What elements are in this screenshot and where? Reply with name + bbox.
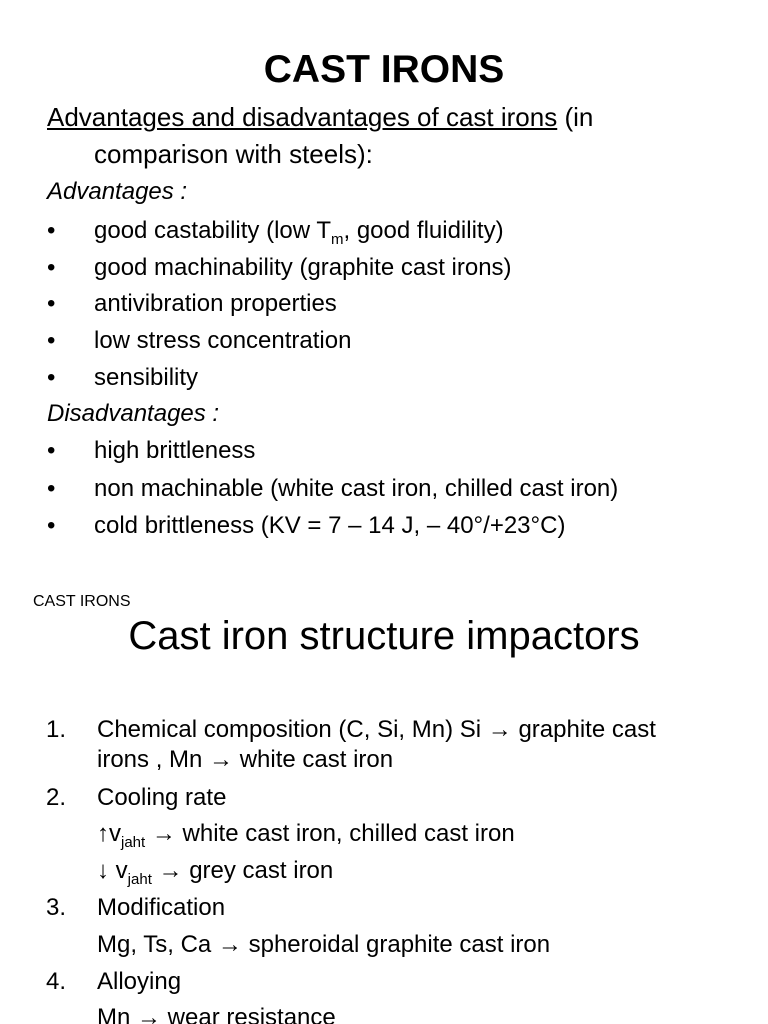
disadvantage-item-nonmachinable: non machinable (white cast iron, chilled cast iron) xyxy=(94,475,619,502)
intro-underlined-text: Advantages and disadvantages of cast irons xyxy=(47,102,558,132)
cooling-rate-high xyxy=(97,820,515,851)
bullet-marker: • xyxy=(47,437,56,464)
bullet-marker: • xyxy=(47,290,56,317)
advantage-item-stress: low stress concentration xyxy=(94,327,352,354)
list-item-cooling-rate: Cooling rate xyxy=(97,784,227,811)
slide1-title: CAST IRONS xyxy=(263,48,505,91)
modification-detail: Mg, Ts, Ca → spheroidal graphite cast iron xyxy=(97,931,551,958)
list-item-alloying: Alloying xyxy=(97,968,182,995)
disadvantage-item-cold-brittleness: cold brittleness (KV = 7 – 14 J, – 40°/+23°C) xyxy=(94,512,566,539)
advantages-heading: Advantages : xyxy=(47,178,188,205)
cooling-rate-low xyxy=(97,857,334,888)
intro-rest-text: (in xyxy=(557,102,594,132)
subscript-m: m xyxy=(331,231,344,248)
intro-line-2: comparison with steels): xyxy=(94,139,373,169)
list-item-chemical-composition-cont: irons , Mn → white cast iron xyxy=(97,746,394,773)
bullet-marker: • xyxy=(47,327,56,354)
advantage-item-machinability: good machinability (graphite cast irons) xyxy=(94,254,512,281)
slide2-header-label: CAST IRONS xyxy=(33,593,131,610)
bullet-marker: • xyxy=(47,217,56,244)
advantage-item-castability xyxy=(94,217,504,248)
bullet-marker: • xyxy=(47,364,56,391)
arrow-down-v: ↓ v xyxy=(97,857,128,884)
subscript-jaht: jaht xyxy=(127,871,152,888)
cooling-rate-high-text: → white cast iron, chilled cast iron xyxy=(145,820,515,847)
list-number: 1. xyxy=(46,716,67,743)
advantage-item-sensibility: sensibility xyxy=(94,364,199,391)
disadvantages-heading: Disadvantages : xyxy=(47,400,220,427)
bullet-marker: • xyxy=(47,512,56,539)
intro-line-1 xyxy=(47,102,593,133)
bullet-marker: • xyxy=(47,475,56,502)
list-number: 4. xyxy=(46,968,67,995)
list-item-modification: Modification xyxy=(97,894,226,921)
advantage-item-antivibration: antivibration properties xyxy=(94,290,337,317)
disadvantage-item-brittleness: high brittleness xyxy=(94,437,256,464)
subscript-jaht: jaht xyxy=(121,834,146,851)
list-item-chemical-composition: Chemical composition (C, Si, Mn) Si → graphite cast xyxy=(97,716,656,743)
list-number: 2. xyxy=(46,784,67,811)
advantage-text-cont: , good fluidility) xyxy=(343,217,504,244)
advantage-text: good castability (low T xyxy=(94,217,331,244)
bullet-marker: • xyxy=(47,254,56,281)
list-number: 3. xyxy=(46,894,67,921)
slide2-title: Cast iron structure impactors xyxy=(128,614,640,658)
cooling-rate-low-text: → grey cast iron xyxy=(151,857,334,884)
arrow-up-v: ↑v xyxy=(97,820,121,847)
alloying-detail: Mn → wear resistance xyxy=(97,1004,336,1024)
